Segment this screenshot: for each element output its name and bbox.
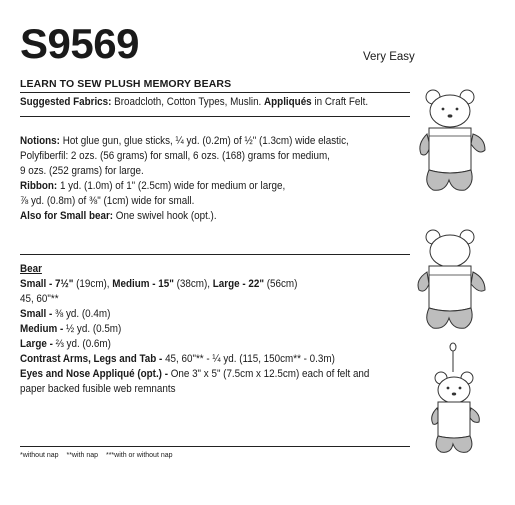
divider-notions [20, 254, 410, 255]
size-large: Large - 22" [212, 278, 264, 290]
fabrics-text: Broadcloth, Cotton Types, Muslin. [111, 96, 265, 108]
difficulty-label: Very Easy [363, 51, 415, 63]
yardage-block [20, 262, 369, 397]
small-yardage-label: Small - [20, 308, 53, 320]
bear-body [438, 402, 470, 438]
divider-bottom [20, 446, 410, 447]
eyes-nose-label: Eyes and Nose Appliqué (opt.) - [20, 368, 168, 380]
footnote-with-or-without-nap: ***with or without nap [105, 452, 173, 459]
also-small-label: Also for Small bear: [20, 210, 114, 222]
eyes-nose-value: One 3" x 5" (7.5cm x 12.5cm) each of felt and [167, 368, 370, 380]
notions-line-2: Polyfiberfil: 2 ozs. (56 grams) for small, 6 ozs. (168) grams for medium, [20, 150, 330, 162]
bear-arm-left [418, 272, 429, 291]
notions-line-3: 9 ozs. (252 grams) for large. [20, 165, 144, 177]
also-small-text: One swivel hook (opt.). [113, 210, 217, 222]
bear-nose [452, 393, 456, 396]
bear-small-keychain-drawing [425, 342, 495, 462]
suggested-fabrics [20, 95, 368, 110]
ribbon-line-2: ⅞ yd. (0.8m) of ⅜" (1cm) wide for small. [20, 195, 195, 207]
size-small-metric: (19cm), [73, 278, 113, 290]
bear-arm-left [420, 134, 430, 155]
bear-medium-drawing [413, 88, 493, 200]
size-small: Small - 7½" [20, 278, 74, 290]
size-large-metric: (56cm) [263, 278, 298, 290]
notions-line-1: Hot glue gun, glue sticks, ¼ yd. (0.2m) of ½" (1.3cm) wide elastic, [59, 135, 349, 147]
pattern-subtitle: LEARN TO SEW PLUSH MEMORY BEARS [20, 78, 232, 90]
divider-top [20, 92, 410, 93]
large-yardage-value: ⅔ yd. (0.6m) [52, 338, 111, 350]
bear-legs [436, 436, 472, 452]
bear-arm-right [471, 272, 485, 291]
fabrics-label: Suggested Fabrics: [20, 96, 112, 108]
size-medium-metric: (38cm), [173, 278, 213, 290]
bear-eye-left [442, 108, 445, 111]
bear-nose [448, 114, 453, 117]
bear-body [429, 128, 471, 173]
medium-yardage-value: ½ yd. (0.5m) [63, 323, 122, 335]
large-yardage-label: Large - [20, 338, 53, 350]
bear-eye-right [459, 387, 462, 390]
eyes-nose-line-2: paper backed fusible web remnants [20, 383, 176, 395]
bear-head [430, 235, 470, 267]
bear-head [438, 377, 470, 403]
medium-yardage-label: Medium - [20, 323, 64, 335]
bear-head [430, 95, 470, 127]
size-medium: Medium - 15" [112, 278, 174, 290]
bear-eye-left [447, 387, 450, 390]
bear-large-drawing [413, 228, 493, 338]
applique-text: in Craft Felt. [311, 96, 369, 108]
ribbon-line-1: 1 yd. (1.0m) of 1" (2.5cm) wide for medium or large, [57, 180, 286, 192]
bear-legs [427, 308, 472, 328]
bear-arm-right [471, 134, 485, 152]
notions-label: Notions: [20, 135, 60, 147]
footnote-with-nap: **with nap [66, 452, 99, 459]
bear-arm-right [469, 408, 479, 422]
fabric-width: 45, 60"** [20, 293, 59, 305]
applique-label: Appliqués [264, 96, 312, 108]
bear-eye-right [456, 108, 459, 111]
contrast-value: 45, 60"** - ¼ yd. (115, 150cm** - 0.3m) [162, 353, 335, 365]
bear-legs [427, 170, 472, 190]
section-title-bear: Bear [20, 263, 42, 275]
bear-body [429, 266, 471, 311]
small-yardage-value: ⅜ yd. (0.4m) [52, 308, 111, 320]
pattern-number: S9569 [20, 20, 139, 67]
footnote-without-nap: *without nap [20, 452, 59, 459]
ribbon-label: Ribbon: [20, 180, 58, 192]
notions-block [20, 134, 349, 224]
divider-fabrics [20, 116, 410, 117]
contrast-label: Contrast Arms, Legs and Tab - [20, 353, 163, 365]
swivel-hook [450, 343, 456, 351]
footnotes [20, 452, 179, 459]
